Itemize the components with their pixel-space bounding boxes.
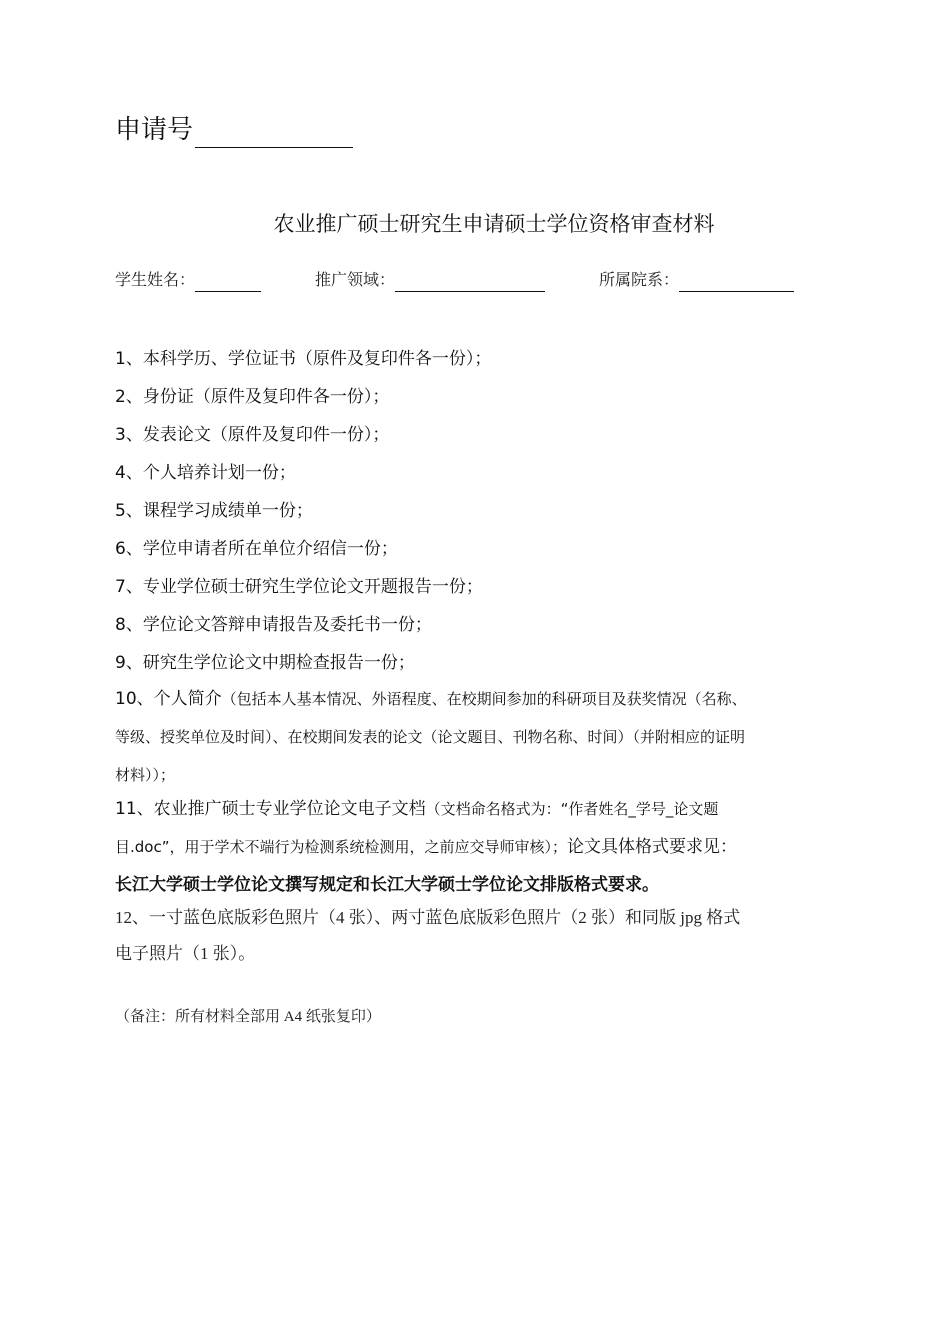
list-item: 2、身份证（原件及复印件各一份）； [115,387,390,407]
application-number-blank-line [195,117,353,148]
list-item: 10、个人简介（包括本人基本情况、外语程度、在校期间参加的科研项目及获奖情况（名称、 等级、授奖单位及时间）、在校期间发表的论文（论文题目、刊物名称、时间）（并附相应的证明 材料））； [115,689,747,784]
list-item: 6、学位申请者所在单位介绍信一份； [115,539,398,559]
document-title: 农业推广硕士研究生申请硕士学位资格审查材料 [273,212,715,236]
college-field [599,268,794,292]
list-item: 7、专业学位硕士研究生学位论文开题报告一份； [115,577,483,597]
student-name-field [115,268,261,292]
list-item: 3、发表论文（原件及复印件一份）； [115,425,390,445]
application-number [115,112,353,148]
list-item-photos: 12、一寸蓝色底版彩色照片（4 张）、两寸蓝色底版彩色照片（2 张）和同版 jpg 格式 电子照片（1 张）。 [115,908,741,963]
footnote: （备注：所有材料全部用 A4 纸张复印） [115,1009,381,1025]
list-item: 4、个人培养计划一份； [115,463,296,483]
list-item: 11、农业推广硕士专业学位论文电子文档（文档命名格式为：“作者姓名_学号_论文题 目.doc”，用于学术不端行为检测系统检测用，之前应交导师审核）；论文具体格式要求见： 长江大学硕士学位论文撰写规定和长江大学硕士学位论文排版格式要求。 [115,799,737,895]
field-area-field [315,268,545,292]
field-area-label: 推广领域： [315,270,396,289]
list-item: 5、课程学习成绩单一份； [115,501,313,521]
student-name-blank-line [195,271,261,292]
list-item: 9、研究生学位论文中期检查报告一份； [115,653,415,673]
application-number-label: 申请号 [115,115,194,145]
list-item: 8、学位论文答辩申请报告及委托书一份； [115,615,432,635]
list-item: 1、本科学历、学位证书（原件及复印件各一份）； [115,349,492,369]
college-label: 所属院系： [599,270,680,289]
field-area-blank-line [395,271,545,292]
college-blank-line [679,271,794,292]
student-name-label: 学生姓名： [115,270,196,289]
